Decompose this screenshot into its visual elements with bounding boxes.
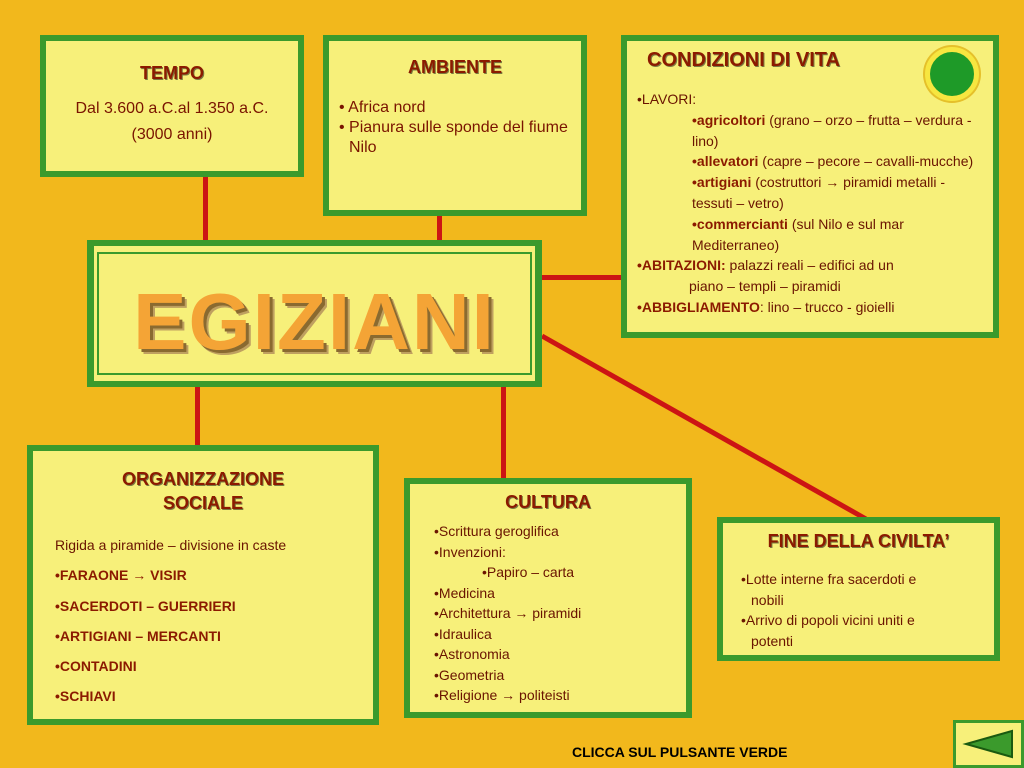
- tempo-line1: Dal 3.600 a.C.al 1.350 a.C.: [75, 100, 269, 117]
- list-item: [637, 172, 987, 214]
- list-item: [637, 297, 987, 318]
- organizzazione-title: ORGANIZZAZIONE SOCIALE: [122, 469, 284, 513]
- tempo-line2: (3000 anni): [131, 126, 213, 143]
- abbigliamento-label: •ABBIGLIAMENTO: [637, 298, 760, 315]
- list-item: • Africa nord: [339, 99, 426, 116]
- list-item: [637, 151, 987, 172]
- list-item: •SACERDOTI – GUERRIERI: [55, 597, 236, 614]
- agricoltori-label: •agricoltori: [692, 111, 766, 128]
- list-item: •Papiro – carta: [482, 564, 575, 580]
- ambiente-box: [323, 35, 587, 216]
- ambiente-title: AMBIENTE: [408, 57, 502, 77]
- allevatori-label: •allevatori: [692, 153, 759, 170]
- artigiani-text: (costruttori → piramidi metalli - tessuti – vetro): [692, 174, 946, 211]
- condizioni-list: [637, 89, 987, 318]
- lavori-label: •LAVORI:: [637, 91, 697, 107]
- fine-box: [717, 517, 1000, 661]
- egiziani-title: EGIZIANI: [133, 277, 496, 366]
- list-item: •Astronomia: [434, 646, 510, 662]
- list-item: •Scrittura geroglifica: [434, 523, 559, 539]
- list-item: •Medicina: [434, 584, 495, 601]
- commercianti-text: (sul Nilo e sul mar Mediterraneo): [692, 215, 904, 253]
- ambiente-list: [339, 98, 581, 158]
- list-item: •Geometria: [434, 666, 505, 683]
- organizzazione-list: [55, 537, 286, 719]
- list-item: [637, 110, 987, 152]
- list-item: nobili: [751, 591, 784, 608]
- list-item: [637, 214, 987, 256]
- tempo-title: TEMPO: [139, 63, 204, 83]
- allevatori-text: (capre – pecore – cavalli-mucche): [758, 153, 974, 170]
- abitazioni-label: •ABITAZIONI:: [637, 257, 726, 274]
- list-item: Rigida a piramide – divisione in caste: [55, 537, 287, 553]
- list-item: •ARTIGIANI – MERCANTI: [55, 627, 221, 644]
- commercianti-label: •commercianti: [692, 215, 788, 232]
- abitazioni-text: palazzi reali – edifici ad un: [725, 257, 894, 274]
- agricoltori-text: (grano – orzo – frutta – verdura - lino): [692, 111, 972, 149]
- egiziani-panel: [94, 246, 535, 381]
- fine-list: [741, 569, 916, 651]
- egiziani-box: [87, 240, 542, 387]
- organizzazione-box: [27, 445, 379, 725]
- list-item: •Lotte interne fra sacerdoti e: [741, 571, 917, 587]
- cultura-list: [434, 521, 581, 706]
- cultura-box: [404, 478, 692, 718]
- condizioni-box: [621, 35, 999, 338]
- list-item: •Invenzioni:: [434, 543, 506, 560]
- tempo-box: [40, 35, 304, 177]
- list-item: •SCHIAVI: [55, 688, 116, 705]
- abitazioni-text-cont: piano – templi – piramidi: [689, 278, 841, 295]
- footer-instruction: CLICCA SUL PULSANTE VERDE: [572, 744, 788, 760]
- condizioni-title: CONDIZIONI DI VITA: [647, 49, 840, 71]
- list-item: • Pianura sulle sponde del fiume Nilo: [339, 119, 568, 156]
- list-item: •Arrivo di popoli vicini uniti e: [741, 612, 915, 628]
- abbigliamento-text: : lino – trucco - gioielli: [759, 298, 895, 315]
- triangle-left-icon: [962, 729, 1015, 759]
- fine-title: FINE DELLA CIVILTA’: [767, 531, 950, 551]
- artigiani-label: •artigiani: [692, 174, 752, 191]
- list-item: •Architettura → piramidi: [434, 605, 582, 621]
- cultura-title: CULTURA: [505, 492, 591, 512]
- back-button[interactable]: [953, 720, 1024, 768]
- egiziani-frame: [97, 252, 532, 375]
- list-item: [637, 255, 987, 276]
- list-item: •FARAONE → VISIR: [55, 567, 187, 584]
- list-item: •CONTADINI: [55, 658, 137, 675]
- list-item: •Religione → politeisti: [434, 687, 570, 703]
- list-item: •Idraulica: [434, 625, 492, 642]
- list-item: potenti: [751, 632, 794, 649]
